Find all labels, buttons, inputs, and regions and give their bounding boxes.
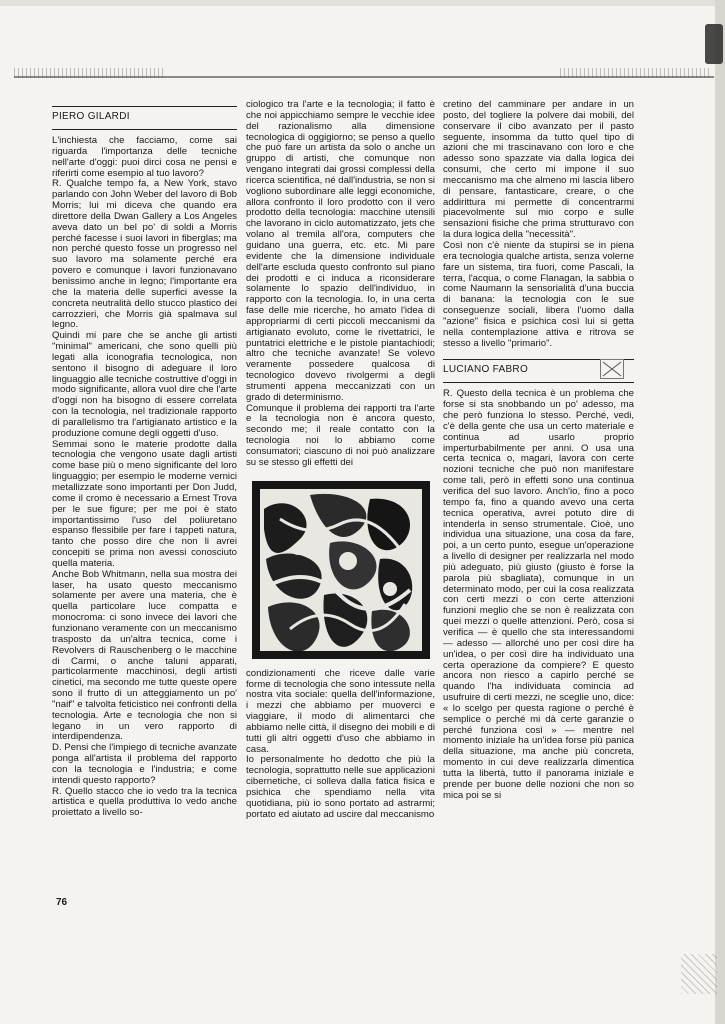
paragraph: cretino del camminare per andare in un posto, del togliere la polvere dai mobili, del conservare il cibo avanzato per il pasto seguente, insomma da tutto quel tipo di azioni che mi trascinavano con loro e che adesso sono spazzate via dalla logica dei consumi, che certo mi impone il suo meccanismo ma che almeno mi lascia libero di pensare, fantasticare, creare, o che addirittura mi permette di concentrarmi piacevolmente sul mio corpo e sulle sensazioni fisiche che prima strutturavo con la dura logica della "necessità".	[443, 99, 634, 241]
paragraph: D. Pensi che l'impiego di tecniche avanzate ponga all'artista il problema del rapporto con la tecnologia e l'industria; e come intendi questo rapporto?	[52, 742, 237, 786]
header-rule	[52, 106, 237, 107]
column-1	[52, 100, 237, 819]
header-rule	[443, 382, 634, 383]
header-rule	[52, 129, 237, 130]
paragraph: ciologico tra l'arte e la tecnologia; il fatto è che noi appicchiamo sempre le vecchie idee del razionalismo alla dimensione tecnologica di oggigiorno; se penso a quello che può fare un artista da solo o anche un gruppo di artisti, che comunque non vengano integrati dai grossi complessi della ricerca scientifica, né dall'industria, se non si vogliono subordinare alle leggi economiche, allora confronto il loro prodotto con il vero prodotto della tecnologia: macchine utensili che lavorano in ciclo automatizzato, jets che volano al tremila all'ora, computers che guidano una guerra, etc. etc. Mi pare evidente che la dimensione individuale dell'arte escluda questo confronto sul piano dei prodotti e ci induca a riconsiderare solamente lo spazio dell'individuo, in rapporto con la tecnologia. Io, in una certa fase delle mie ricerche, ho amato l'idea di appropriarmi di certi piccoli meccanismi da artigianato evoluto, come le rivettatrici, le puntatrici elettriche e le pistole piantachiodi; altro che tecniche avanzate! Se volevo veramente possedere qualcosa di tecnologico dovevo rivolgermi a degli strumenti appena meccanizzati con un grado di determinismo.	[246, 99, 435, 403]
paragraph: Così non c'è niente da stupirsi se in piena era tecnologia qualche artista, senza volerne fare un sistema, tira fuori, come Pascali, la terra, l'acqua, o come Flanagan, la sabbia o come Naumann la sensorialità d'una buccia di banana: la tecnologia con le sue conseguenze sociali, libera l'uomo dalla "azione" fisica e psichica così lui si getta nella contemplazione attiva e ritrova se stesso a livello "primario".	[443, 239, 634, 349]
author-name: LUCIANO FABRO	[443, 364, 529, 376]
scan-border	[0, 0, 725, 6]
paragraph: L'inchiesta che facciamo, come sai riguarda l'importanza delle tecniche nell'arte d'oggi: puoi dirci cosa ne pensi e riferirti come esempio al tuo lavoro?	[52, 135, 237, 179]
column-2	[246, 100, 435, 821]
cross-mark-icon	[600, 359, 624, 379]
page-edge	[715, 0, 725, 1024]
page-number: 76	[56, 897, 68, 908]
artwork-image	[252, 481, 430, 659]
paragraph: Comunque il problema dei rapporti tra l'arte e la tecnologia non è ancora questo, secondo me; il reale contatto con la tecnologia noi lo abbiamo come consumatori; ciascuno di noi può analizzare su se stesso gli effetti dei	[246, 402, 435, 468]
paragraph: R. Questo della tecnica è un problema che forse si sta snobbando un po' adesso, ma che però funziona lo stesso. Perché, vedi, c'è della gente che usa un certo materiale e continua ad usarlo proprio imperturbabilmente per anni. O usa una certa tecnica o, magari, lavora con certe nozioni tecniche che può non manifestare come tali, però in effetti sono una continua verifica del suo lavoro. Anch'io, fino a poco tempo fa, fino a quando avevo una certa tecnica operativa, avrei potuto dire di intenderla in senso strumentale. Cioè, uno individua una situazione, una cosa da fare, poi, a un certo punto, esegue un'operazione a livello di designer per realizzarla nel modo più adeguato, più giusto (giusto è forse la parola più sbagliata), comunque in un determinato modo, per cui la cosa realizzata con certi mezzi o con certe attenzioni funzioni meglio che se non è realizzata con quei mezzi o quelle attenzioni. Però, cosa si verifica — è quello che sta interessandomi — adesso — allorché uno per così dire ha un'idea, o per così dire ha individuato una certa operazione da compiere? E questo ancora non riesco a capirlo perché se quando l'ha individuata comincia ad usufruire di certi mezzi, ne sceglie uno, dice: « lo scelgo per questa ragione o perché è semplice o perché mi dà certe garanzie o perché funziona così » — mentre nel momento iniziale ha un'idea forse più panica della situazione, ma anche più concreta, momento in cui deve realizzarla dimentica tutta la libertà, tutto il panorama iniziale e prende per buone delle nozioni che non so mica poi se si	[443, 388, 634, 801]
paragraph: Anche Bob Whitmann, nella sua mostra dei laser, ha usato questo meccanismo solamente per avere una materia, che è quella particolare luce compatta e monocroma: ci sono invece dei lavori che funzionano veramente con un meccanismo trasposto da un'altra tecnica, come i Revolvers di Rauschenberg o le macchine di Carmi, o anche taluni apparati, particolarmente macchinosi, degli artisti cinetici, ma secondo me tutte queste opere sono il frutto di un atteggiamento un po' "naif" e talvolta feticistico nei confronti della tecnologia. Arte e tecnologia che non si legano in un vero rapporto di interdipendenza.	[52, 568, 237, 743]
section-header-fabro	[443, 359, 634, 383]
paragraph: condizionamenti che riceve dalle varie forme di tecnologia che sono intessute nella nostra vita sociale: quella dell'informazione, i mezzi che abbiamo per muoverci e viaggiare, il modo di alimentarci che abbiamo nelle città, il disegno dei mobili e di tutti gli altri oggetti d'uso che abbiamo in casa.	[246, 667, 435, 755]
section-header-gilardi	[52, 106, 237, 130]
paragraph: Quindi mi pare che se anche gli artisti "minimal" americani, che sono quelli più legati alla iconografia tecnologica, non sentono il bisogno di adeguare il loro linguaggio alle tecniche costruttive d'oggi in modo significante, allora vuol dire che l'arte d'oggi non ha bisogno di essere correlata con la tecnologia, nel tradizionale rapporto di parallelismo tra l'artigianato artistico e la produzione comune degli oggetti d'uso.	[52, 330, 237, 439]
page-edge-mark	[705, 24, 723, 64]
paragraph: Semmai sono le materie prodotte dalla tecnologia che vengono usate dagli artisti come base più o meno significante del loro linguaggio; per esempio le moderne vernici metallizzate sono importanti per Don Judd, come il cromo è necessario a Ernest Trova per le sue figure; per me poi è stato importantissimo l'uso del poliuretano espanso flessibile per fare i tappeti natura, tanto che posso dire che non li avrei concepiti se prima non avessi conosciuto quella materia.	[52, 438, 237, 569]
scan-rule	[14, 76, 714, 78]
author-name: PIERO GILARDI	[52, 111, 130, 122]
page-edge-corner	[681, 954, 717, 994]
paragraph: R. Qualche tempo fa, a New York, stavo parlando con John Weber del lavoro di Bob Morris; lui mi diceva che quando era direttore della Dwan Gallery a Los Angeles aveva dato un bel po' di soldi a Morris perché facesse i suoi lavori in fiberglas; ma non perché questo fosse un progresso nel suo lavoro ma solamente perché era povero e comunque i lavori funzionavano benissimo anche in legno; l'importante era che la materia delle superfici avesse la concreta neutralità dello stucco plastico dei carrozzieri, che Morris già spalmava sul legno.	[52, 178, 237, 331]
column-3	[443, 100, 634, 801]
cross-mark-icon	[601, 360, 623, 378]
paragraph: Io personalmente ho dedotto che più la tecnologia, soprattutto nelle sue applicazioni cibernetiche, ci solleva dalla fatica fisica e psichica che spendiamo nella vita quotidiana, più io sono portato ad astrarmi; portato ed aiutato ad uscire dal meccanismo	[246, 754, 435, 820]
paragraph: R. Quello stacco che io vedo tra la tecnica artistica e quella produttiva lo vedo anche proiettato a livello so-	[52, 785, 237, 819]
artwork-image	[260, 489, 422, 651]
